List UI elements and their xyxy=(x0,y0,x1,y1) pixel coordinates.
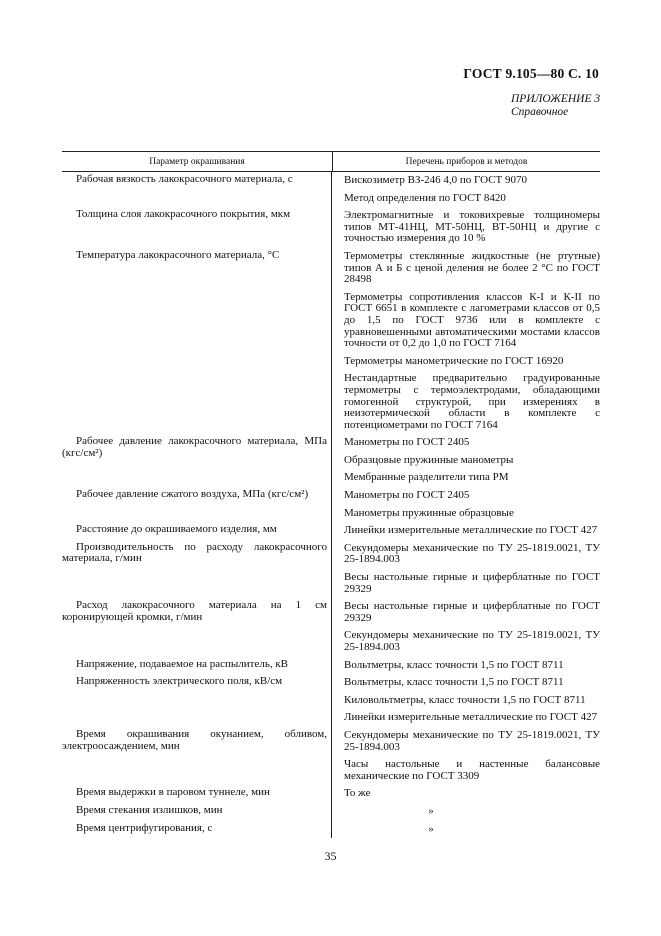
instruments-cell xyxy=(332,172,600,207)
instrument-item: Термометры манометрические по ГОСТ 16920 xyxy=(344,354,564,367)
table-row xyxy=(62,821,600,839)
table-row xyxy=(62,248,600,434)
instruments-cell xyxy=(332,821,600,839)
instruments-table xyxy=(62,151,600,838)
parameter-cell: Толщина слоя лакокрасочного покрытия, мкм xyxy=(62,207,332,248)
parameter-cell: Температура лакокрасочного материала, °С xyxy=(62,248,332,434)
parameter-cell: Время центрифугирования, с xyxy=(62,821,332,839)
instruments-cell xyxy=(332,803,600,821)
ditto-mark: » xyxy=(428,822,434,835)
parameter-cell: Производительность по расходу лакокрасочного материала, г/мин xyxy=(62,540,332,598)
document-reference: ГОСТ 9.105—80 С. 10 xyxy=(463,66,599,81)
table-row xyxy=(62,434,600,487)
parameter-cell: Расстояние до окрашиваемого изделия, мм xyxy=(62,522,332,540)
instruments-cell xyxy=(332,522,600,540)
instrument-item: Термометры сопротивления классов К-I и К-II по ГОСТ 6651 в комплекте с лагометрами классов от 0,5 до 1,5 по ГОСТ 9736 или в комплекте с уравновешенными автоматическими мостами классов точности от 0,2 до 1,0 по ГОСТ 7164 xyxy=(344,290,600,350)
instrument-item: То же xyxy=(344,787,371,800)
table-row xyxy=(62,598,600,656)
instruments-cell xyxy=(332,540,600,598)
instruments-cell xyxy=(332,598,600,656)
instrument-item: Вольтметры, класс точности 1,5 по ГОСТ 8711 xyxy=(344,658,564,671)
parameter-cell: Время выдержки в паровом туннеле, мин xyxy=(62,785,332,803)
instrument-item: Весы настольные гирные и циферблатные по ГОСТ 29329 xyxy=(344,600,600,624)
parameter-cell: Время стекания излишков, мин xyxy=(62,803,332,821)
table-row xyxy=(62,487,600,522)
instrument-item: Нестандартные предварительно градуированные термометры с термоэлектродами, обладающими гомогенной структурой, при измерениях в неизотермической области в комплекте с потенциометрами по ГОСТ 7164 xyxy=(344,372,600,431)
parameter-cell: Напряжение, подаваемое на распылитель, кВ xyxy=(62,657,332,675)
instrument-item: Электромагнитные и токовихревые толщиномеры типов МТ-41НЦ, МТ-50НЦ, ВТ-50НЦ и другие с точностью измерения до 10 % xyxy=(344,209,600,245)
table-row xyxy=(62,785,600,803)
instrument-item: Секундомеры механические по ТУ 25-1819.0021, ТУ 25-1894.003 xyxy=(344,541,600,566)
parameter-cell: Рабочее давление лакокрасочного материала, МПа (кгс/см²) xyxy=(62,434,332,487)
instruments-cell xyxy=(332,487,600,522)
table-row xyxy=(62,727,600,785)
instrument-item: Часы настольные и настенные балансовые механические по ГОСТ 3309 xyxy=(344,758,600,782)
instrument-item: Термометры стеклянные жидкостные (не ртутные) типов А и Б с ценой деления не более 2 °С по ГОСТ 28498 xyxy=(344,249,600,286)
table-row xyxy=(62,674,600,727)
table-header xyxy=(62,152,600,172)
instruments-cell xyxy=(332,657,600,675)
appendix-label xyxy=(511,93,600,119)
parameter-cell: Напряженность электрического поля, кВ/см xyxy=(62,674,332,727)
instrument-item: Секундомеры механические по ТУ 25-1819.0021, ТУ 25-1894.003 xyxy=(344,629,600,653)
instrument-item: Манометры по ГОСТ 2405 xyxy=(344,436,470,449)
parameter-cell: Рабочая вязкость лакокрасочного материала, с xyxy=(62,172,332,207)
instruments-cell xyxy=(332,248,600,434)
table-row xyxy=(62,803,600,821)
instruments-cell xyxy=(332,674,600,727)
instrument-item: Весы настольные гирные и циферблатные по ГОСТ 29329 xyxy=(344,571,600,595)
table-row xyxy=(62,172,600,207)
instrument-item: Вискозиметр ВЗ-246 4,0 по ГОСТ 9070 xyxy=(344,174,528,186)
instrument-item: Линейки измерительные металлические по ГОСТ 427 xyxy=(344,524,598,537)
instruments-cell xyxy=(332,727,600,785)
instrument-item: Линейки измерительные металлические по ГОСТ 427 xyxy=(344,711,598,724)
column-header-instruments: Перечень приборов и методов xyxy=(405,156,528,167)
instrument-item: Манометры по ГОСТ 2405 xyxy=(344,489,470,502)
instrument-item: Секундомеры механические по ТУ 25-1819.0021, ТУ 25-1894.003 xyxy=(344,728,600,753)
appendix-note: Справочное xyxy=(511,106,569,118)
table-row xyxy=(62,540,600,598)
instruments-cell xyxy=(332,434,600,487)
instrument-item: Образцовые пружинные манометры xyxy=(344,453,514,466)
instrument-item: Манометры пружинные образцовые xyxy=(344,506,514,519)
table-row xyxy=(62,657,600,675)
instruments-cell xyxy=(332,785,600,803)
parameter-cell: Время окрашивания окунанием, обливом, электроосаждением, мин xyxy=(62,727,332,785)
table-row xyxy=(62,207,600,248)
column-header-parameter: Параметр окрашивания xyxy=(62,152,333,171)
table-row xyxy=(62,522,600,540)
instruments-cell xyxy=(332,207,600,248)
instrument-item: Метод определения по ГОСТ 8420 xyxy=(344,191,506,204)
instrument-item: Киловольтметры, класс точности 1,5 по ГОСТ 8711 xyxy=(344,693,586,706)
instrument-item: Мембранные разделители типа РМ xyxy=(344,471,509,484)
parameter-cell: Рабочее давление сжатого воздуха, МПа (кгс/см²) xyxy=(62,487,332,522)
parameter-cell: Расход лакокрасочного материала на 1 см коронирующей кромки, г/мин xyxy=(62,598,332,656)
ditto-mark: » xyxy=(428,804,434,817)
instrument-item: Вольтметры, класс точности 1,5 по ГОСТ 8711 xyxy=(344,676,564,689)
appendix-title: ПРИЛОЖЕНИЕ 3 xyxy=(511,93,601,105)
page-number: 35 xyxy=(324,849,337,863)
